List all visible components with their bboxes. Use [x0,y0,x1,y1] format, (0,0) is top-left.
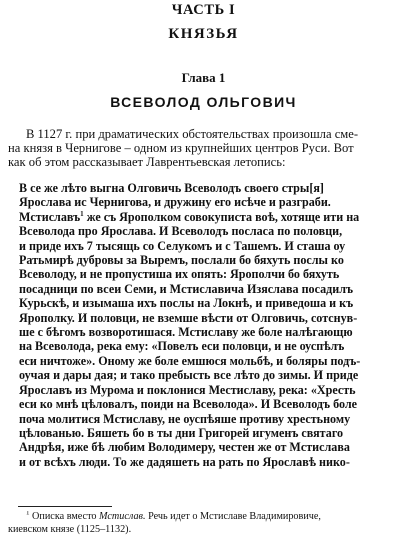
part-heading: ЧАСТЬ I [171,2,236,18]
footnote-marker: 1 [26,511,30,517]
quote-line-rest: же съ Ярополком совокуписта воѣ, хотяще ити на [86,209,360,224]
footnote-line [8,511,401,524]
footnote-line: киевском князе (1125–1132). [8,523,132,535]
quote-line: цѣлованью. Бяшеть бо в ты дни Григорей игуменъ святаго [19,425,344,440]
footnote-word: Мстиславъ [19,209,81,224]
quote-line: Андрѣя, иже бѣ любим Володимеру, честен же от Мстислава [19,440,350,455]
quote-line: посадници по всеи Семи, и Мстиславича Изяслава посадилъ [19,281,354,296]
quote-line: Всеволоду, и не пропустиша их опять: Ярополчи бо бяхуть [19,267,340,282]
section-heading: КНЯЗЬЯ [168,26,239,42]
quote-line: и приде ихъ 7 тысящь со Селукомъ и с Ташемъ. И сташа оу [19,238,346,253]
chronicle-quote [19,181,400,469]
quote-line: Курьскѣ, и изымаша ихъ послы на Локнѣ, и приведоша и къ [19,296,354,311]
quote-line: В се же лѣто выгна Олговичь Всеволодъ своего стры[я] [19,181,324,195]
text-line: В 1127 г. при драматических обстоятельствах произошла сме- [26,127,359,141]
quote-line: Всеволода про Ярослава. И Всеволодъ посласа по половци, [19,224,343,239]
footnote-reference[interactable]: 1 [80,209,84,218]
quote-line: ше с бѣгомъ возворотишася. Мстиславу же боле налѣгающю [19,325,353,340]
quote-line: Ярославъ из Мурома и поклонися Местиславу, река: «Хресть [19,382,356,397]
text-line: как об этом рассказывает Лаврентьевская летопись: [8,155,286,170]
quote-line: на Всеволода, река ему: «Повелъ еси половци, и не оуспѣлъ [19,339,345,354]
quote-line: еси ничтоже». Оному же боле емшюся мольбѣ, и боляры подъ- [19,353,361,368]
intro-paragraph [8,127,401,170]
footnote-text: Описка вместо [29,511,100,522]
chapter-title: ВСЕВОЛОД ОЛЬГОВИЧ [110,94,297,110]
footnote-italic: Мстислав. [99,511,146,522]
text-line: на князя в Чернигове – одном из крупнейших центров Руси. Вот [8,141,354,156]
quote-line: еси ко мнѣ цѣловалъ, поиди на Всеволода». И Всеволодъ боле [19,397,358,412]
quote-line: Ярополку. И половци, не вземше вѣсти от Олговичь, сотснув- [19,310,358,325]
footnote-text: Речь идет о Мстиславе Владимировиче, [145,511,321,522]
quote-line: и от всѣхъ люди. То же дадяшеть на рать по Ярославѣ нико- [19,454,350,469]
footnote [8,511,401,536]
quote-line [19,210,400,224]
quote-line: Ярослава ис Чернигова, и дружину его исѣче и разграби. [19,195,331,210]
chapter-label: Глава 1 [181,70,226,85]
quote-line: Ратьмирѣ дубровы за Выремъ, послали бо бяхуть послы ко [19,253,344,268]
quote-line: поча молитися Мстиславу, не оуспѣяше противу хрестьному [19,411,351,426]
footnote-divider [18,506,112,507]
quote-line: оучая и дары дая; и тако пребысть все лѣто до зимы. И приде [19,368,359,383]
